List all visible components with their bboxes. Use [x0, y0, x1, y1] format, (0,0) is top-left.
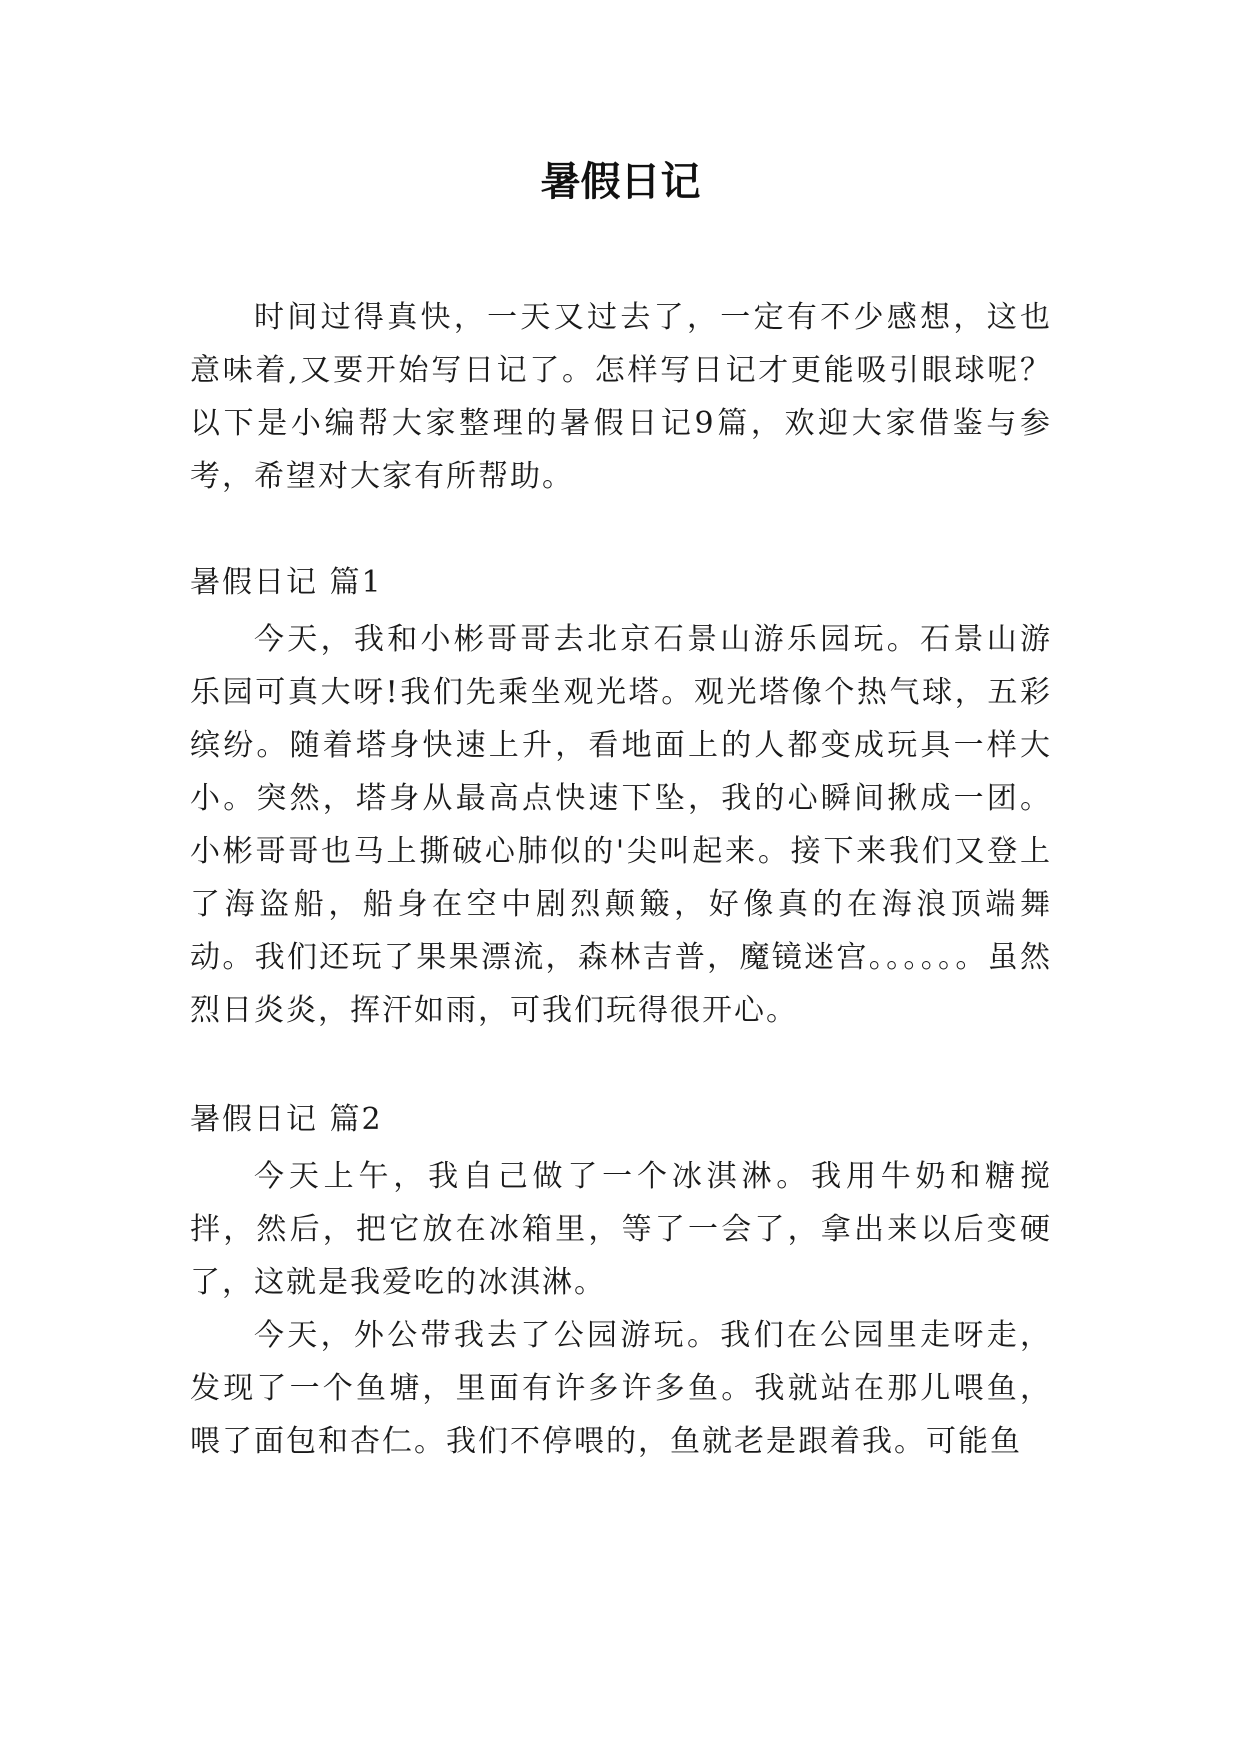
document-body: [190, 291, 1052, 1468]
intro-paragraph: 时间过得真快，一天又过去了，一定有不少感想，这也意味着,又要开始写日记了。怎样写日记才更能吸引眼球呢？以下是小编帮大家整理的暑假日记9篇，欢迎大家借鉴与参考，希望对大家有所帮助。: [190, 300, 1052, 494]
section-1: [190, 556, 1052, 1037]
section-paragraph: 今天，外公带我去了公园游玩。我们在公园里走呀走，发现了一个鱼塘，里面有许多许多鱼。我就站在那儿喂鱼，喂了面包和杏仁。我们不停喂的，鱼就老是跟着我。可能鱼: [190, 1318, 1052, 1459]
section-paragraph: 今天上午，我自己做了一个冰淇淋。我用牛奶和糖搅拌，然后，把它放在冰箱里，等了一会了，拿出来以后变硬了，这就是我爱吃的冰淇淋。: [190, 1159, 1052, 1300]
spacer: [190, 1037, 1052, 1093]
section-2: [190, 1093, 1052, 1468]
section-heading: 暑假日记 篇1: [190, 565, 383, 600]
document-title: 暑假日记: [540, 159, 701, 205]
section-paragraph: 今天，我和小彬哥哥去北京石景山游乐园玩。石景山游乐园可真大呀!我们先乘坐观光塔。观光塔像个热气球，五彩缤纷。随着塔身快速上升，看地面上的人都变成玩具一样大小。突然，塔身从最高点快速下坠，我的心瞬间揪成一团。小彬哥哥也马上撕破心肺似的'尖叫起来。接下来我们又登上了海盗船，船身在空中剧烈颠簸，好像真的在海浪顶端舞动。我们还玩了果果漂流，森林吉普，魔镜迷宫。。。。。。虽然烈日炎炎，挥汗如雨，可我们玩得很开心。: [190, 622, 1052, 1028]
spacer: [190, 503, 1052, 556]
section-heading: 暑假日记 篇2: [190, 1102, 383, 1137]
